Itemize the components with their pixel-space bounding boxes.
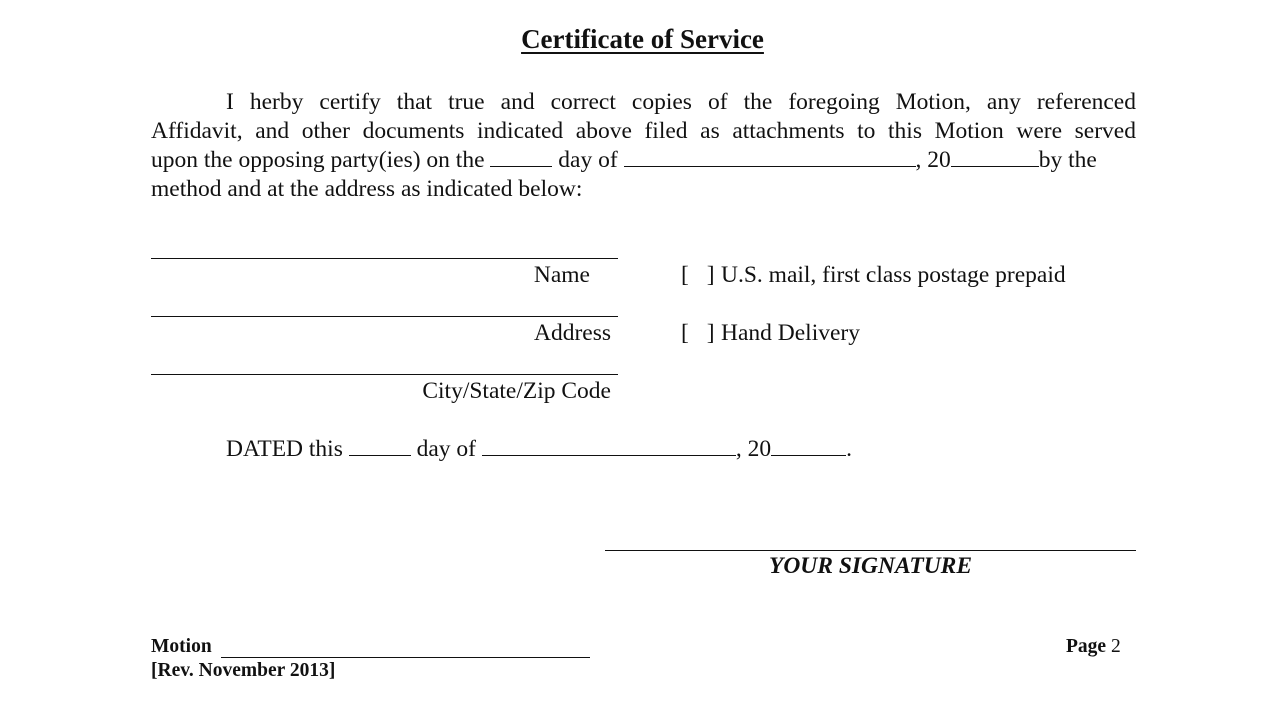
document-title: Certificate of Service [521,24,764,54]
mail-checkbox[interactable]: [ ] [681,262,721,288]
footer-motion [151,636,212,658]
footer-page-number: 2 [1110,636,1121,657]
name-label: Name [533,262,590,288]
footer-page-label: Page [1066,636,1107,657]
dated-day-of-text: day of [416,436,476,462]
address-line[interactable] [151,316,618,317]
paragraph-line-2: Affidavit, and other documents indicated above filed as attachments to this Motion were served [151,118,1136,144]
city-state-zip-line[interactable] [151,374,618,375]
served-year-blank[interactable] [951,148,1039,167]
served-by-text: by the [1038,147,1097,173]
certification-paragraph [151,88,1136,204]
hand-delivery-label: Hand Delivery [721,320,860,346]
hand-delivery-option [681,320,860,347]
footer-motion-label: Motion [151,636,212,657]
signature-line[interactable] [605,550,1136,551]
footer-revision: [Rev. November 2013] [151,660,336,681]
served-day-blank[interactable] [490,148,552,167]
footer-motion-line[interactable] [221,657,590,658]
dated-month-blank[interactable] [482,437,736,456]
address-label: Address [533,320,611,346]
hand-delivery-checkbox[interactable]: [ ] [681,320,721,346]
city-state-zip-label: City/State/Zip Code [422,378,611,404]
footer-page [1066,636,1121,658]
served-year-prefix: , 20 [915,147,951,173]
dated-prefix: DATED this [226,436,343,462]
served-day-of-text: day of [558,147,618,173]
dated-year-blank[interactable] [771,437,846,456]
dated-day-blank[interactable] [349,437,411,456]
dated-line [226,436,852,463]
name-line[interactable] [151,258,618,259]
paragraph-line-4: method and at the address as indicated below: [151,176,583,202]
served-on-text: upon the opposing party(ies) on the [151,147,485,173]
signature-label: YOUR SIGNATURE [768,553,973,579]
dated-year-prefix: , 20 [735,436,772,462]
paragraph-line-1: I herby certify that true and correct copies of the foregoing Motion, any referenced [226,89,1136,115]
dated-end: . [846,436,852,462]
served-month-blank[interactable] [624,148,916,167]
mail-option-label: U.S. mail, first class postage prepaid [721,262,1066,288]
paragraph-line-3 [151,146,1136,175]
mail-option [681,262,1066,289]
